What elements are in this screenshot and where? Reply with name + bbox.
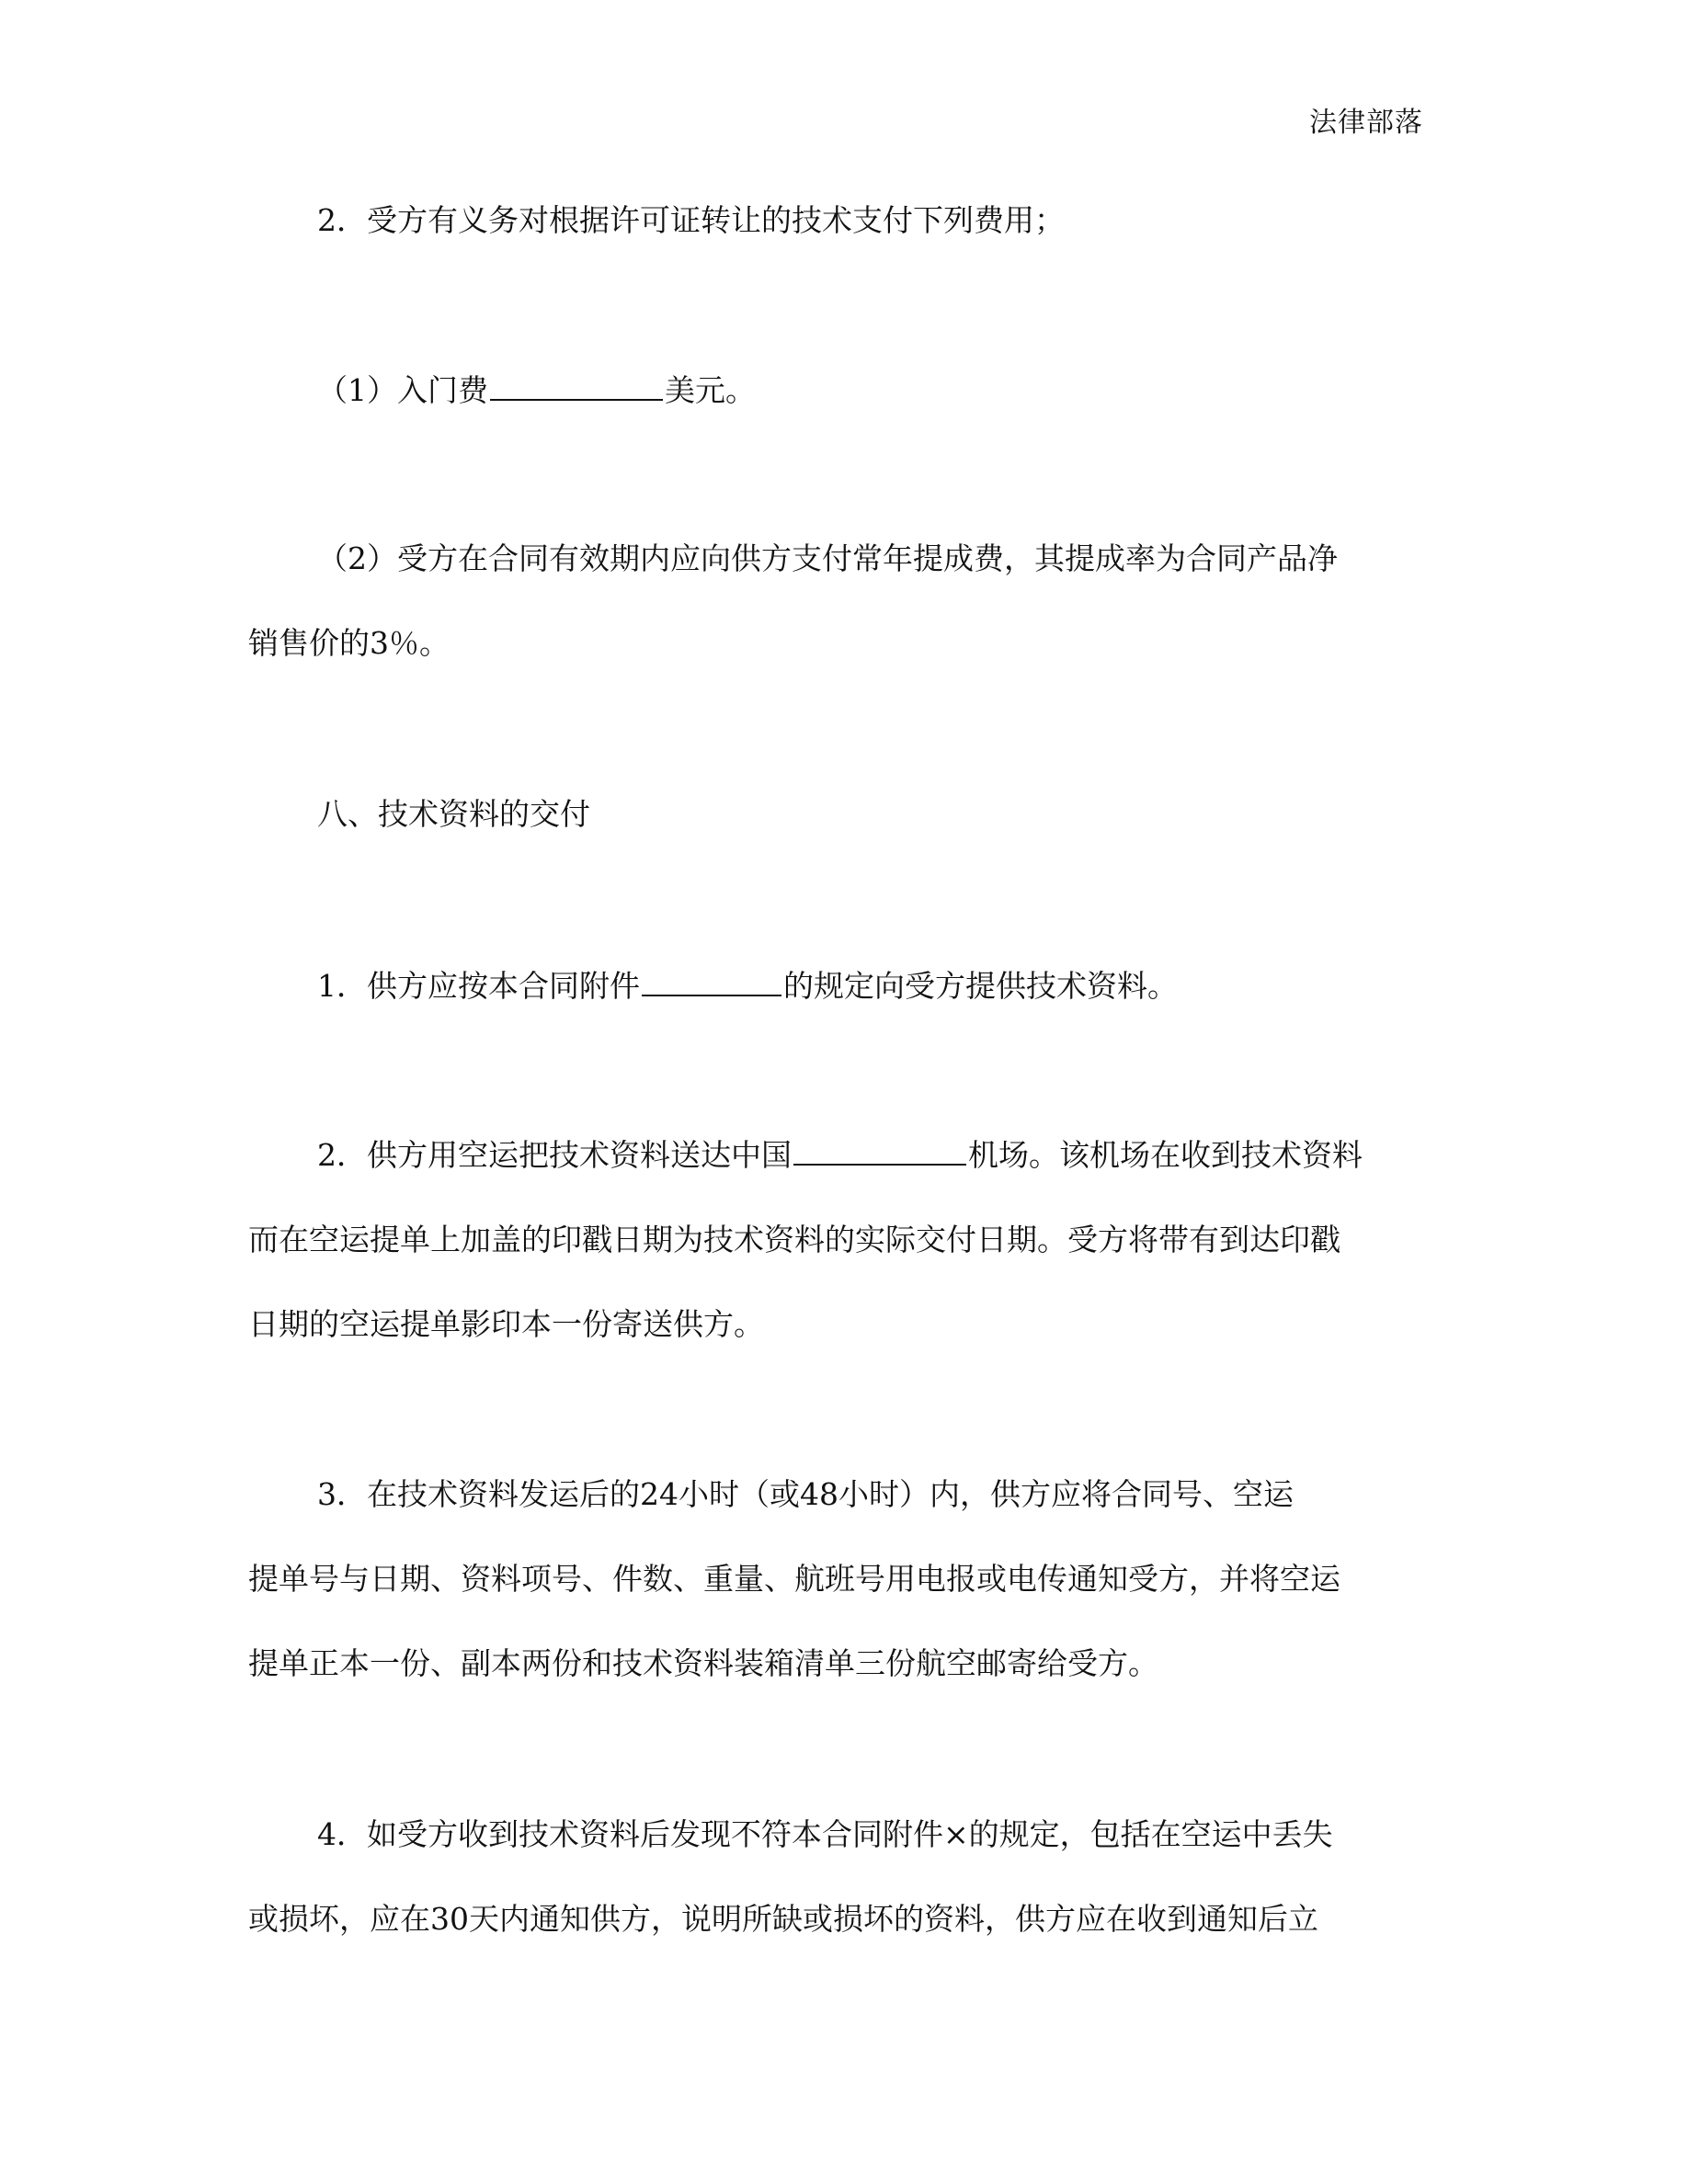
item-2-1-text-after: 美元。 xyxy=(665,372,756,408)
s8-item-2-text-before: 2．供方用空运把技术资料送达中国 xyxy=(317,1137,792,1173)
s8-item-2-line-1 xyxy=(317,1136,1512,1174)
item-2-2-line-1: （2）受方在合同有效期内应向供方支付常年提成费，其提成率为合同产品净 xyxy=(317,540,1338,576)
item-2-fees: 2．受方有义务对根据许可证转让的技术支付下列费用； xyxy=(317,202,1065,238)
item-2-1-text-before: （1）入门费 xyxy=(317,372,488,408)
attachment-blank xyxy=(642,967,781,996)
s8-item-1 xyxy=(317,967,1512,1005)
s8-item-4-line-2: 或损坏，应在30天内通知供方，说明所缺或损坏的资料，供方应在收到通知后立 xyxy=(248,1901,1318,1937)
page-header: 法律部落 xyxy=(1309,107,1423,139)
item-2-1-entrance-fee xyxy=(317,371,1512,409)
s8-item-2-line-3: 日期的空运提单影印本一份寄送供方。 xyxy=(248,1306,764,1342)
s8-item-3-line-3: 提单正本一份、副本两份和技术资料装箱清单三份航空邮寄给受方。 xyxy=(248,1645,1158,1681)
s8-item-2-line-2: 而在空运提单上加盖的印戳日期为技术资料的实际交付日期。受方将带有到达印戳 xyxy=(248,1222,1340,1257)
section-8-heading: 八、技术资料的交付 xyxy=(317,796,590,832)
s8-item-1-text-after: 的规定向受方提供技术资料。 xyxy=(783,968,1178,1004)
airport-blank xyxy=(793,1136,966,1166)
s8-item-2-text-after: 机场。该机场在收到技术资料 xyxy=(968,1137,1363,1173)
s8-item-4-line-1: 4．如受方收到技术资料后发现不符本合同附件×的规定，包括在空运中丢失 xyxy=(317,1816,1333,1852)
s8-item-1-text-before: 1．供方应按本合同附件 xyxy=(317,968,640,1004)
item-2-2-line-2: 销售价的3％。 xyxy=(248,625,450,661)
s8-item-3-line-1: 3．在技术资料发运后的24小时（或48小时）内，供方应将合同号、空运 xyxy=(317,1476,1294,1512)
entrance-fee-blank xyxy=(490,371,663,401)
s8-item-3-line-2: 提单号与日期、资料项号、件数、重量、航班号用电报或电传通知受方，并将空运 xyxy=(248,1561,1340,1597)
